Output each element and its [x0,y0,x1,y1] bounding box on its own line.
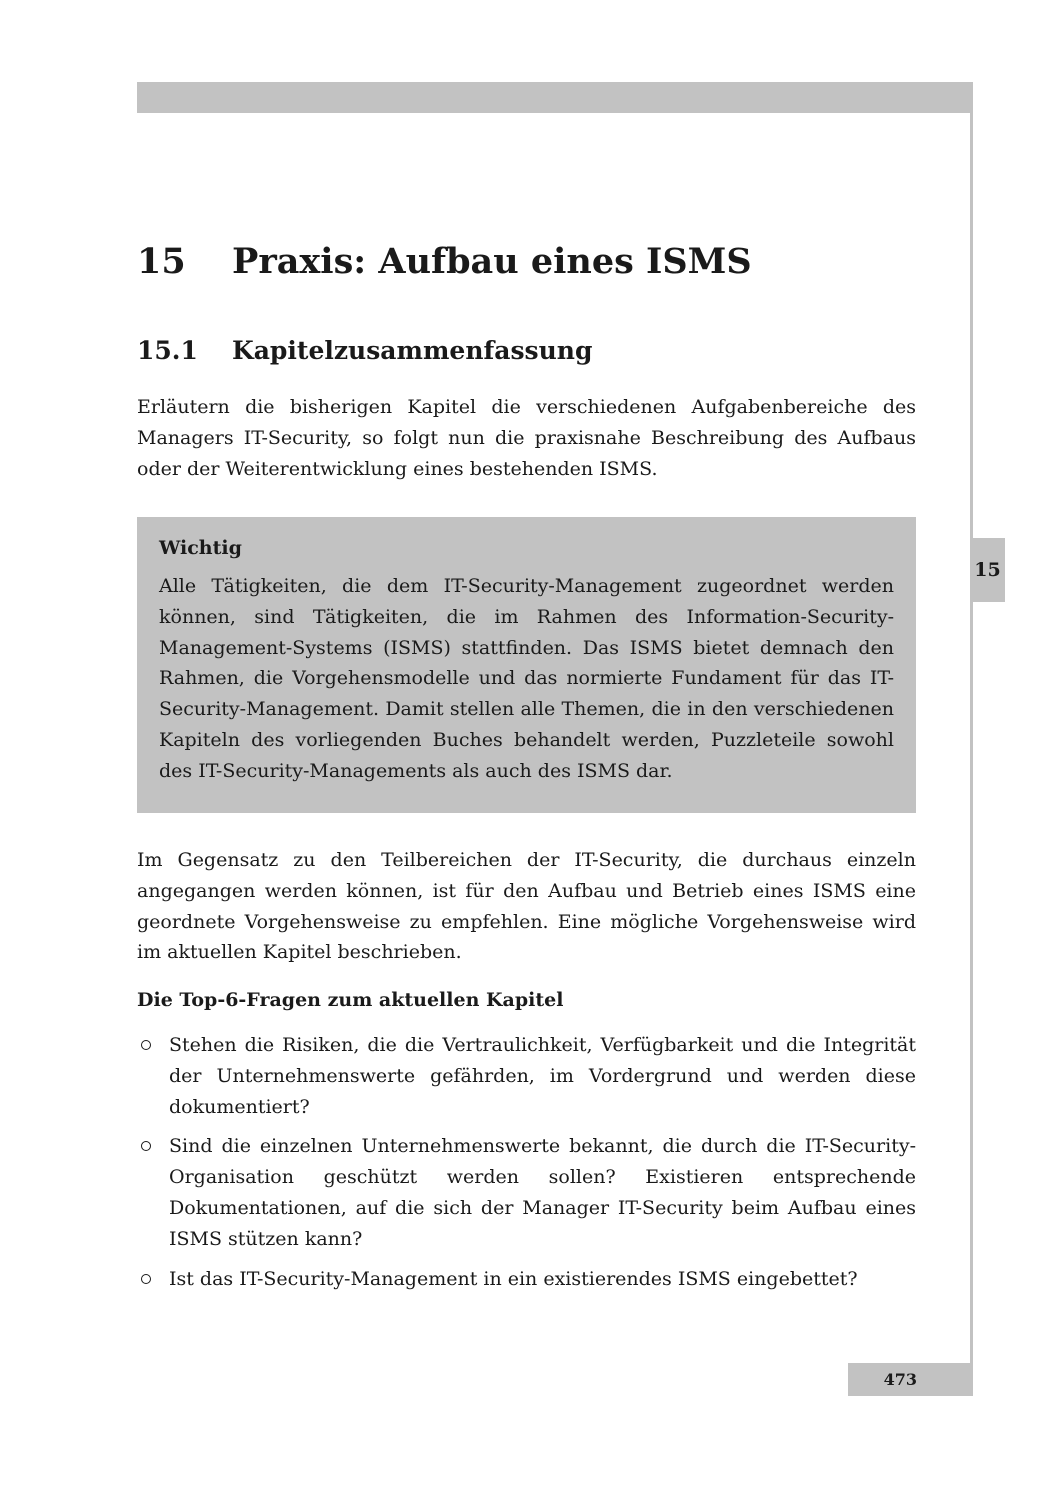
list-item-text: Ist das IT-Security-Management in ein existierendes ISMS eingebettet? [169,1267,858,1290]
important-infobox [137,517,916,813]
intro-paragraph: Erläutern die bisherigen Kapitel die verschiedenen Aufgabenbereiche des Managers IT-Security, so folgt nun die praxisnahe Beschreibung des Aufbaus oder der Weiterentwicklung eines bestehenden ISMS. [137,396,916,480]
list-item-text: Sind die einzelnen Unternehmenswerte bekannt, die durch die IT-Security-Organisation geschützt werden sollen? Existieren entsprechende Dokumentationen, auf die sich der Manager IT-Security beim Aufbau eines ISMS stützen kann? [169,1135,916,1250]
circle-bullet-icon [141,1141,151,1151]
circle-bullet-icon [141,1040,151,1050]
list-item [137,1264,916,1295]
list-item [137,1030,916,1122]
list-item [137,1131,916,1254]
chapter-title: Praxis: Aufbau eines ISMS [232,241,752,282]
second-paragraph: Im Gegensatz zu den Teilbereichen der IT-Security, die durchaus einzeln angegangen werden können, ist für den Aufbau und Betrieb eines ISMS eine geordnete Vorgehensweise zu empfehlen. Eine mögliche Vorgehensweise wird im aktuellen Kapitel beschrieben. [137,849,916,964]
page-number: 473 [848,1363,973,1396]
section-title: Kapitelzusammenfassung [232,336,593,365]
chapter-thumb-tab: 15 [970,538,1005,602]
chapter-heading [137,232,916,292]
header-bar [137,82,973,113]
questions-list [137,1030,916,1303]
chapter-number: 15 [137,241,186,282]
circle-bullet-icon [141,1274,151,1284]
section-heading [137,330,916,372]
infobox-title: Wichtig [159,537,242,559]
right-margin-rule [970,82,973,1396]
section-number: 15.1 [137,336,198,365]
questions-heading: Die Top-6-Fragen zum aktuellen Kapitel [137,989,564,1011]
infobox-text: Alle Tätigkeiten, die dem IT-Security-Management zugeordnet werden können, sind Tätigkeiten, die im Rahmen des Information-Security-Management-Systems (ISMS) stattfinden. Das ISMS bietet demnach den Rahmen, die Vorgehensmodelle und das normierte Fundament für das IT-Security-Management. Damit stellen alle Themen, die in den verschiedenen Kapiteln des vorliegenden Buches behandelt werden, Puzzleteile sowohl des IT-Security-Managements als auch des ISMS dar. [159,575,894,782]
list-item-text: Stehen die Risiken, die die Vertraulichkeit, Verfügbarkeit und die Integrität der Unternehmenswerte gefährden, im Vordergrund und werden diese dokumentiert? [169,1034,916,1118]
